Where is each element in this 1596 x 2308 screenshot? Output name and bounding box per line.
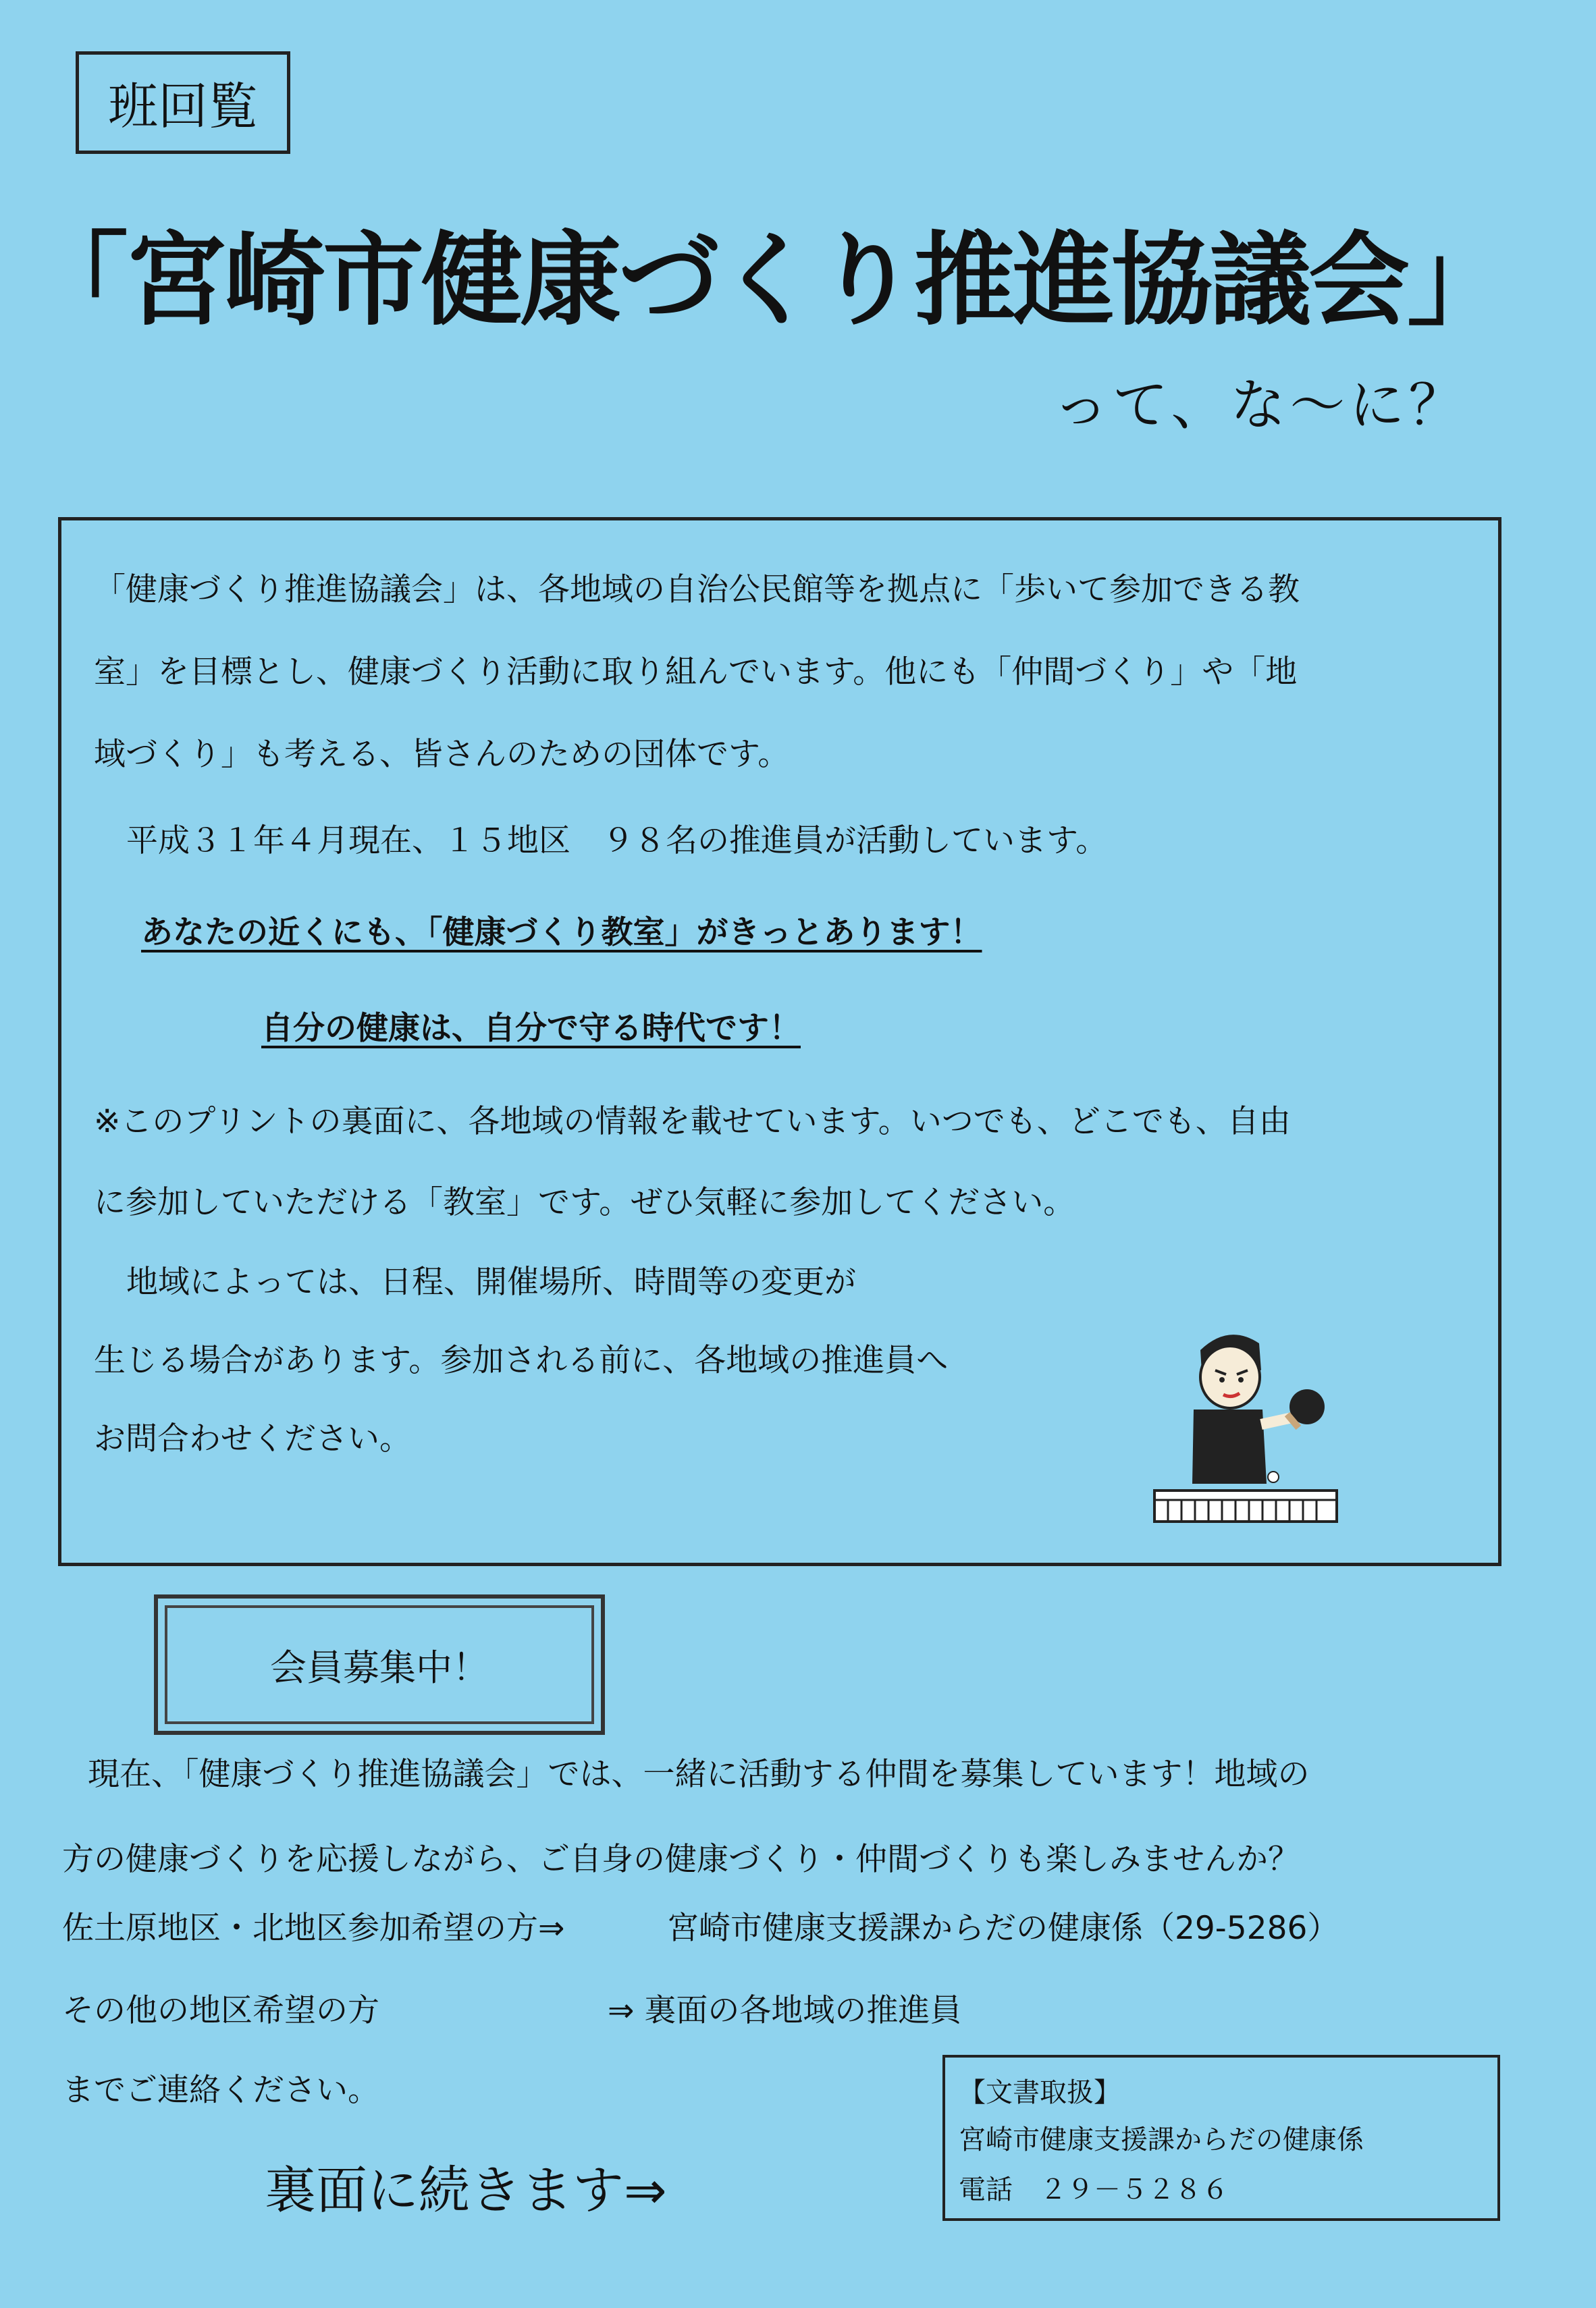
doc-handler-dept: 宮崎市健康支援課からだの健康係 xyxy=(959,2124,1364,2155)
contact-other-target: ⇒ 裏面の各地域の推進員 xyxy=(608,1992,962,2029)
page-subtitle: って、な～に？ xyxy=(1053,373,1468,437)
emphasis-line-2: 自分の健康は、自分で守る時代です！ xyxy=(261,1010,801,1047)
note-line-2: に参加していただける「教室」です。ぜひ気軽に参加してください。 xyxy=(94,1184,1075,1221)
circulation-tag: 班回覧 xyxy=(76,51,290,154)
recruit-line-2: 方の健康づくりを応援しながら、ご自身の健康づくり・仲間づくりも楽しみませんか？ xyxy=(62,1841,1300,1878)
intro-line-2: 室」を目標とし、健康づくり活動に取り組んでいます。他にも「仲間づくり」や「地 xyxy=(94,653,1298,691)
contact-sadowara-label: 佐土原地区・北地区参加希望の方⇒ xyxy=(62,1910,565,1947)
page-title: 「宮崎市健康づくり推進協議会」 xyxy=(27,222,1506,340)
contact-health-section: 宮崎市健康支援課からだの健康係（29-5286） xyxy=(667,1910,1339,1947)
contact-closing: までご連絡ください。 xyxy=(62,2072,379,2109)
table-tennis-player-illustration xyxy=(1148,1323,1350,1532)
change-line-1: 地域によっては、日程、開催場所、時間等の変更が xyxy=(126,1264,856,1301)
intro-line-1: 「健康づくり推進協議会」は、各地域の自治公民館等を拠点に「歩いて参加できる教 xyxy=(94,571,1300,608)
member-count-text: 平成３１年４月現在、１５地区 ９８名の推進員が活動しています。 xyxy=(126,822,1108,859)
doc-handler-phone: 電話 ２９－５２８６ xyxy=(959,2174,1229,2205)
continue-on-back: 裏面に続きます⇒ xyxy=(265,2160,667,2220)
document-handler-box xyxy=(942,2055,1500,2221)
intro-line-3: 域づくり」も考える、皆さんのための団体です。 xyxy=(94,736,790,773)
note-line-1: ※このプリントの裏面に、各地域の情報を載せています。いつでも、どこでも、自由 xyxy=(94,1103,1291,1140)
doc-handler-label: 【文書取扱】 xyxy=(959,2077,1121,2108)
recruit-line-1: 現在、「健康づくり推進協議会」では、一緒に活動する仲間を募集しています！地域の xyxy=(88,1756,1310,1793)
change-line-2: 生じる場合があります。参加される前に、各地域の推進員へ xyxy=(94,1342,949,1379)
change-line-3: お問合わせください。 xyxy=(94,1420,411,1457)
contact-other-label: その他の地区希望の方 xyxy=(62,1992,379,2029)
emphasis-line-1: あなたの近くにも、「健康づくり教室」がきっとあります！ xyxy=(141,914,982,951)
recruiting-badge: 会員募集中！ xyxy=(154,1594,605,1735)
